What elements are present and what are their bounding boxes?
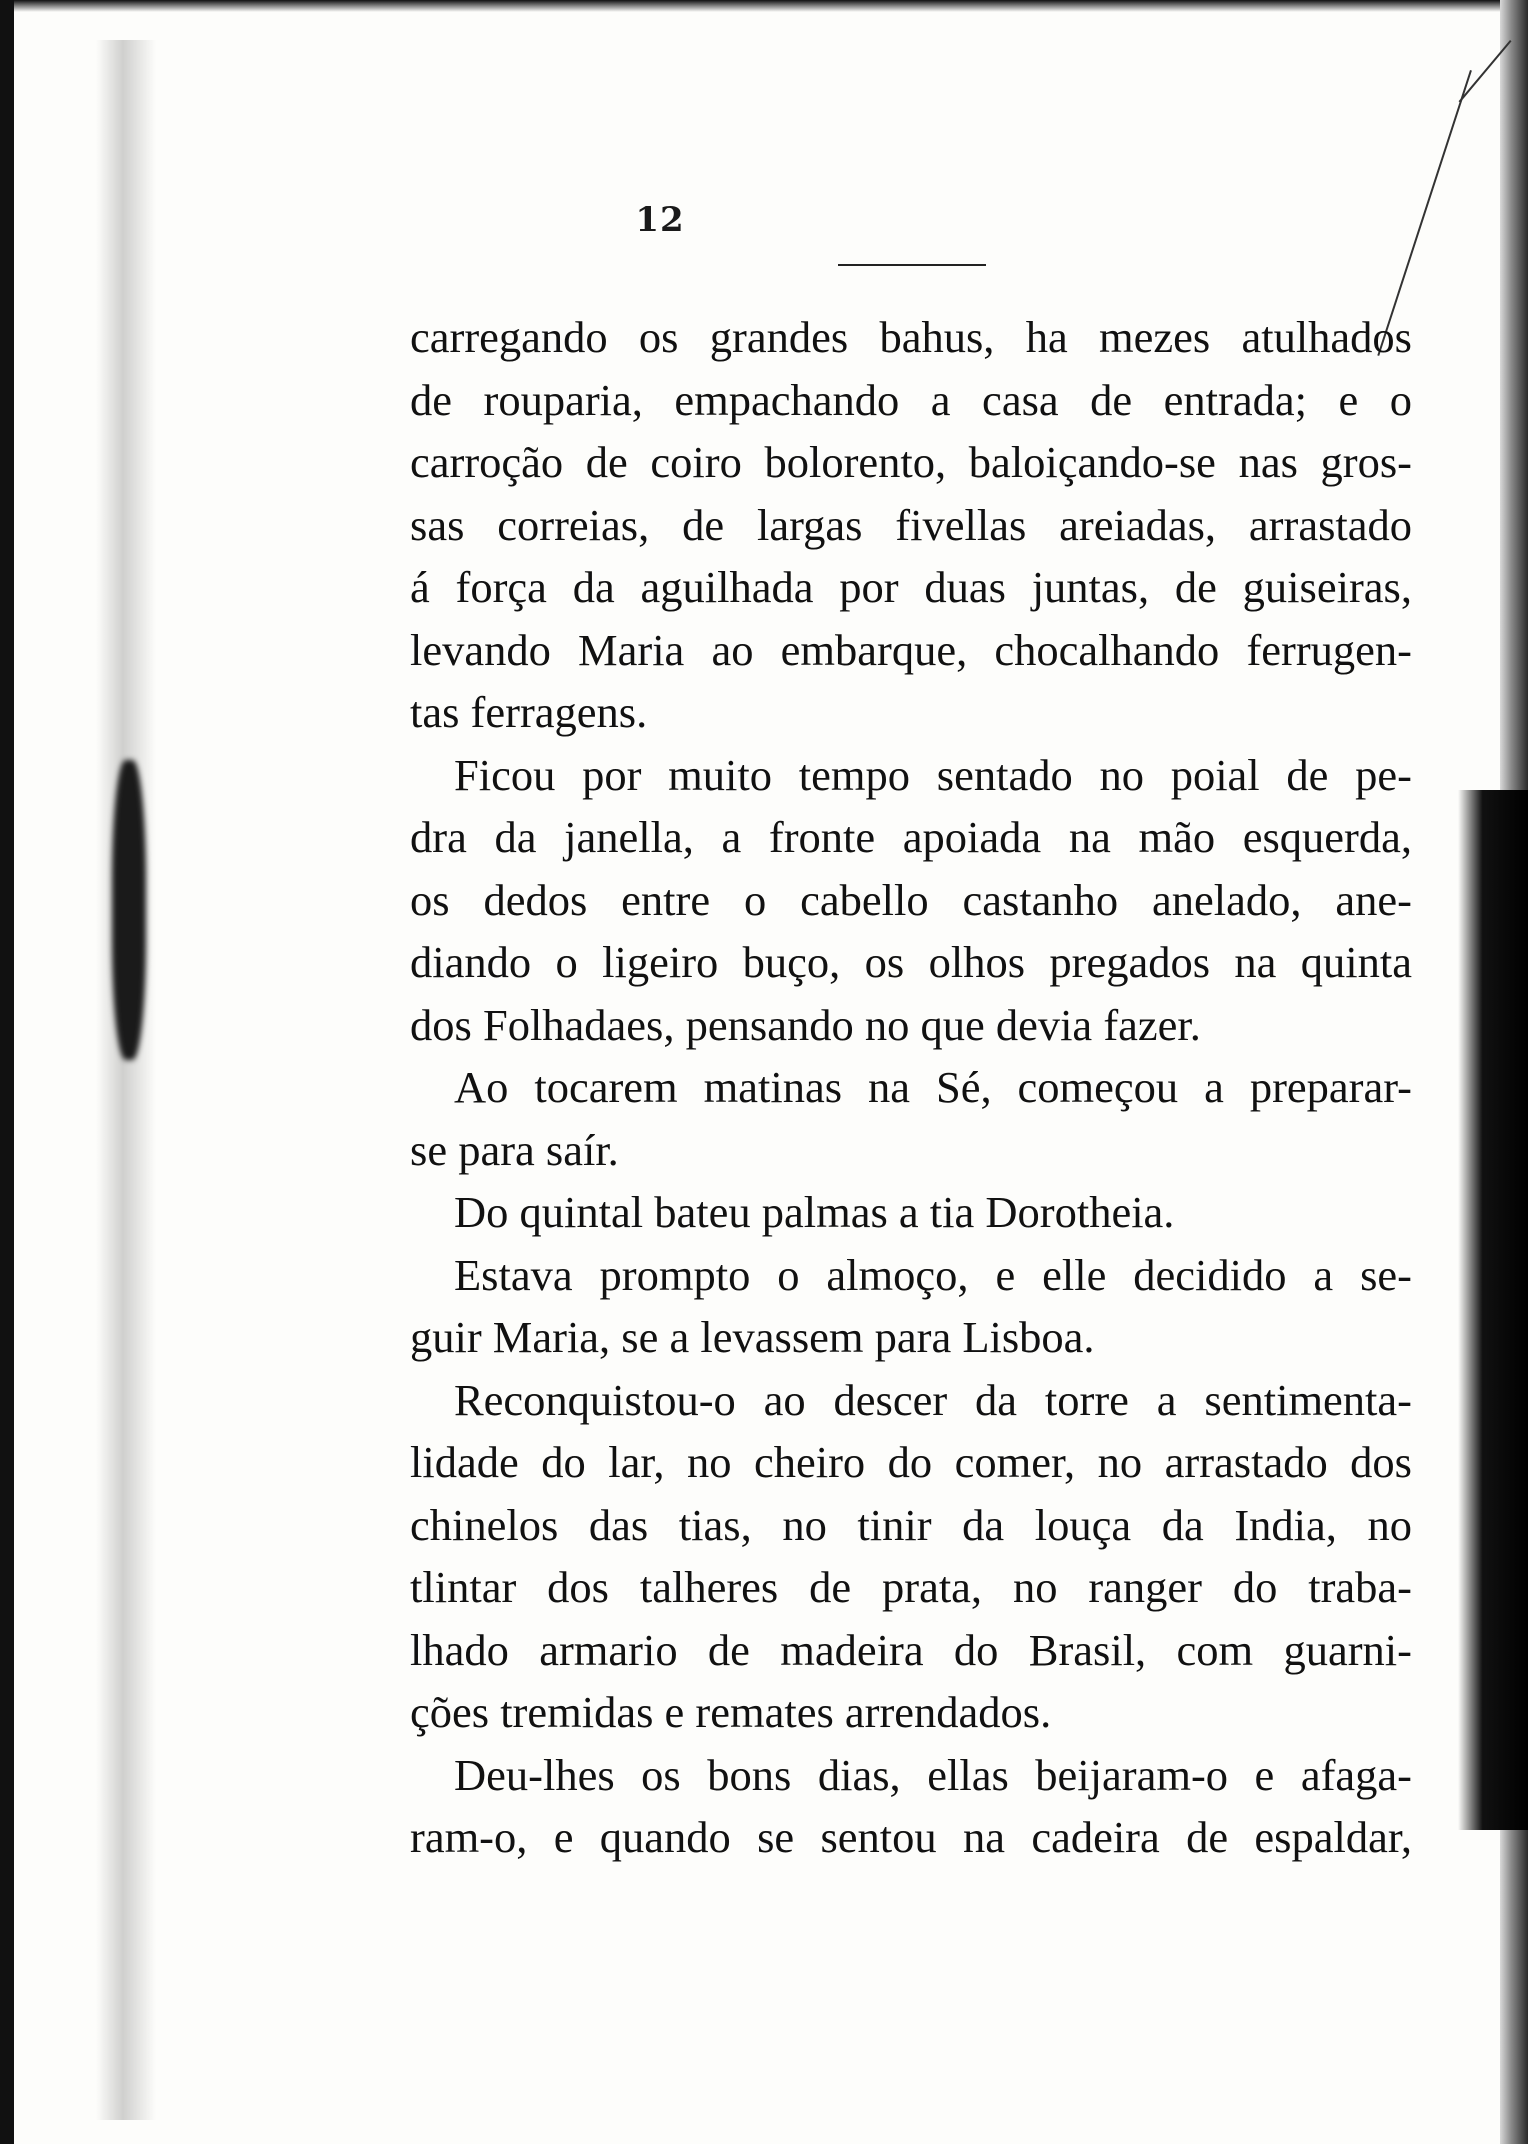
text-line: Ficou por muito tempo sentado no poial de pe- [454,749,1412,800]
text-line: guir Maria, se a levassem para Lisboa. [410,1312,1095,1362]
text-line: chinelos das tias, no tinir da louça da India, no [410,1499,1412,1550]
text-line: Estava prompto o almoço, e elle decidido a se- [454,1249,1412,1300]
text-line: levando Maria ao embarque, chocalhando ferrugen- [410,624,1412,675]
text-line: ções tremidas e remates arrendados. [410,1687,1052,1737]
text-line: ram-o, e quando se sentou na cadeira de espaldar, [410,1812,1412,1862]
scan-right-shadow [1458,790,1528,1830]
text-line: tlintar dos talheres de prata, no ranger do traba- [410,1562,1412,1612]
body-text [410,306,1412,1869]
scan-gutter-shadow [96,40,156,2120]
scan-ink-blot [112,760,146,1060]
text-line: Do quintal bateu palmas a tia Dorotheia. [454,1187,1175,1237]
header-rule [838,264,986,266]
scan-binding-edge [0,0,14,2144]
text-line: á força da aguilhada por duas juntas, de guiseiras, [410,562,1412,612]
scan-top-edge [0,0,1528,12]
text-line: Deu-lhes os bons dias, ellas beijaram-o e afaga- [454,1749,1412,1800]
text-line: Reconquistou-o ao descer da torre a sentimenta- [454,1374,1412,1425]
text-line: diando o ligeiro buço, os olhos pregados na quinta [410,937,1412,987]
text-line: dra da janella, a fronte apoiada na mão esquerda, [410,812,1412,862]
text-line: dos Folhadaes, pensando no que devia fazer. [410,999,1201,1050]
text-line: lidade do lar, no cheiro do comer, no arrastado dos [410,1437,1412,1487]
text-line: sas correias, de largas fivellas areiadas, arrastado [410,499,1412,550]
text-line: de rouparia, empachando a casa de entrada; e o [410,374,1412,425]
text-line: tas ferragens. [410,687,648,737]
text-line: Ao tocarem matinas na Sé, começou a preparar- [454,1062,1412,1112]
page-number: 12 [635,200,685,240]
text-line: lhado armario de madeira do Brasil, com guarni- [410,1624,1412,1675]
text-line: carroção de coiro bolorento, baloiçando-se nas gros- [410,437,1412,487]
text-line: os dedos entre o cabello castanho anelado, ane- [410,874,1412,925]
text-line: carregando os grandes bahus, ha mezes atulhados [410,312,1412,362]
text-line: se para saír. [410,1124,619,1175]
